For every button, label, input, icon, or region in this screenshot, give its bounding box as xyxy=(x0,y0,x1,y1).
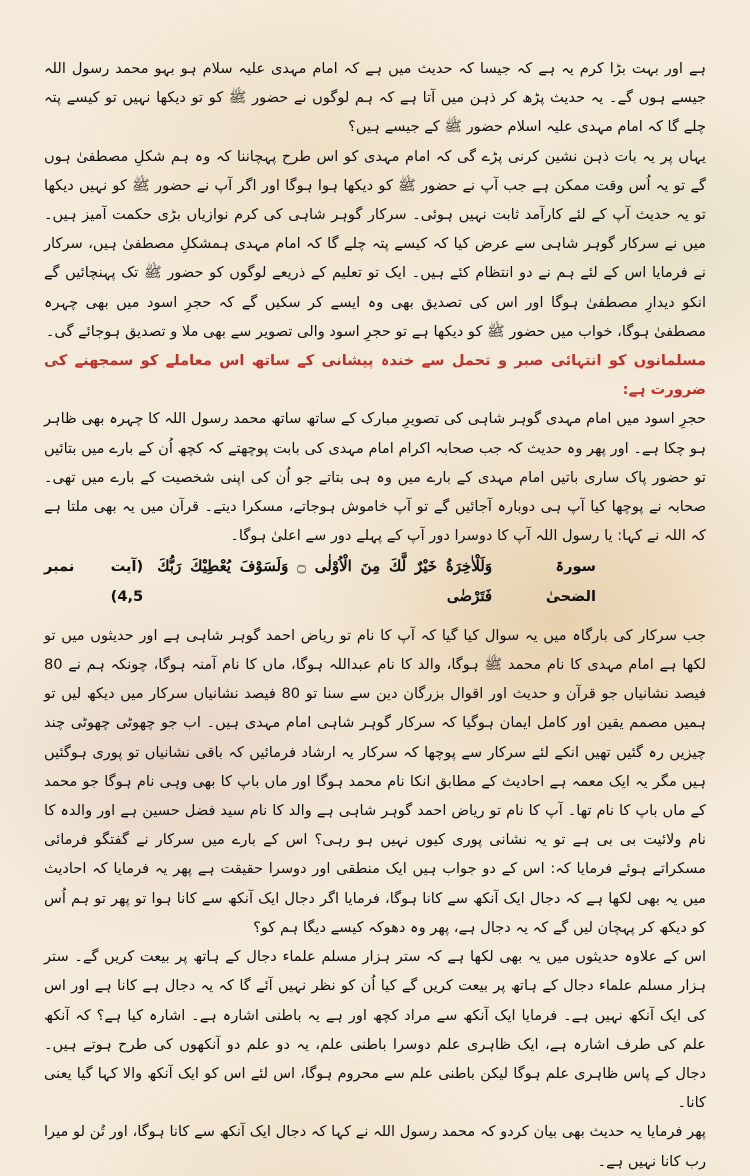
paragraph-4: جب سرکار کی بارگاہ میں یہ سوال کیا گیا کہ آپ کا نام تو ریاض احمد گوہر شاہی ہے اور حدیثوں میں تو لکھا ہے امام مہدی کا نام محمد ﷺ ہوگا، والد کا نام عبداللہ ہوگا، ماں کا نام آمنہ ہوگا، چونکہ ہم نے 80 فیصد نشانیاں جو قرآن و حدیث اور اقوال بزرگان دین سے سنا تو 80 فیصد نشانیاں سرکار میں دیکھ لیں تو ہمیں مصمم یقین اور کامل ایمان ہوگیا کہ سرکار گوہر شاہی امام مہدی ہیں۔ اب جو چھوٹی چھوٹی چند چیزیں رہ گئیں تھیں انکے لئے سرکار سے پوچھا کہ سرکار یہ ارشاد فرمائیں کہ باقی نشانیاں تو پوری ہوگئیں ہیں مگر یہ ایک معمہ ہے احادیث کے مطابق انکا نام محمد ہوگا اور ماں باپ کا بھی وہی نام ہوگا جو محمد کے ماں باپ کا نام تھا۔ آپ کا نام تو ریاض احمد گوہر شاہی ہے والد کا نام سید فضل حسین ہے اور والدہ کا نام ولائیت بی بی ہے تو یہ نشانی پوری کیوں نہیں ہو رہی؟ اس کے بارے میں سرکار نے گفتگو فرمائی مسکراتے ہوئے فرمایا کہ: اس کے دو جواب ہیں ایک منطقی اور دوسرا حقیقت ہے پھر یہ فرمایا کہ احادیث میں یہ بھی لکھا ہے کہ دجال ایک آنکھ سے کانا ہوگا، فرمایا اگر دجال ایک آنکھ سے کانا ہوا تو پھر تو ہم اُس کو دیکھ کر پہچان لیں گے کہ یہ دجال ہے، پھر وہ دھوکہ کیسے دیگا ہم کو؟ xyxy=(44,626,707,936)
paragraph-1: ہے اور بہت بڑا کرم یہ ہے کہ جیسا کہ حدیث میں ہے کہ امام مہدی علیہ سلام ہو بہو محمد رسول اللہ جیسے ہوں گے۔ یہ حدیث پڑھ کر ذہن میں آتا ہے کہ ہم لوگوں نے حضور ﷺ کو تو دیکھا نہیں تو کیسے پتہ چلے گا کہ امام مہدی علیہ اسلام حضور ﷺ کے جیسے ہیں؟ xyxy=(44,60,706,136)
article-body xyxy=(44,54,706,1176)
verse-part-2: وَلَسَوْفَ يُعْطِيْكَ رَبُّكَ فَتَرْضٰى xyxy=(157,557,493,605)
ayah-mark: ۝ xyxy=(297,557,306,576)
ayah-reference: (آیت نمبر 4,5) xyxy=(44,558,144,605)
verse-part-1: وَلَلْاٰخِرَةُ خَيْرٌ لَّكَ مِنَ الْاُوْلٰى xyxy=(314,557,493,576)
section-heading: مسلمانوں کو انتہائی صبر و تحمل سے خندہ پیشانی کے ساتھ اس معاملے کو سمجھنے کی ضرورت ہے: xyxy=(44,352,706,399)
paragraph-3: حجرِ اسود میں امام مہدی گوہر شاہی کی تصویرِ مبارک کے ساتھ ساتھ محمد رسول اللہ کا چہرہ بھی ظاہر ہو چکا ہے۔ اور پھر وہ حدیث کہ جب صحابہ اکرام امام مہدی کی بابت پوچھتے کہ کچھ اُن کے بارے میں بتائیں تو حضور پاک ساری باتیں امام مہدی کے بارے میں وہ ہی بتاتے جو اُن کی اپنی شخصیت کے بارے میں تھی۔ صحابہ نے پوچھا کیا آپ ہی دوبارہ آجائیں گے تو آپ خاموش ہوجاتے، مسکرا دیتے۔ قرآن میں یہ بھی ملتا ہے کہ اللہ نے کہا: یا رسول اللہ آپ کا دوسرا دور آپ کے پہلے دور سے اعلیٰ ہوگا۔ xyxy=(44,410,706,545)
paragraph-5: اس کے علاوہ حدیثوں میں یہ بھی لکھا ہے کہ ستر ہزار مسلم علماء دجال کے ہاتھ پر بیعت کریں گے۔ ستر ہزار مسلم علماء دجال کے ہاتھ پر بیعت کریں گے کیا اُن کو نظر نہیں آئے گا کہ یہ دجال ہے کانا ہے اور اس کی ایک آنکھ نہیں ہے۔ فرمایا ایک آنکھ سے مراد کچھ اور ہے یہ باطنی اشارہ ہے۔ اشارہ کیا ہے؟ کہ آنکھ علم کی طرف اشارہ ہے، ایک ظاہری علم دوسرا باطنی علم، یہ دو علم دو آنکھوں کی طرح ہوتے ہیں۔ دجال کے پاس ظاہری علم ہوگا لیکن باطنی علم سے محروم ہوگا، اس لئے اس کو ایک آنکھ والا کہا گیا یعنی کانا۔ xyxy=(44,948,706,1112)
paragraph-2: یہاں پر یہ بات ذہن نشین کرنی پڑے گی کہ امام مہدی کو اس طرح پہچاننا کہ وہ ہم شکلِ مصطفیٰ ہوں گے تو یہ اُس وقت ممکن ہے جب آپ نے حضور ﷺ کو دیکھا ہوا ہوگا اور اگر آپ نے حضور ﷺ کو نہیں دیکھا تو یہ حدیث آپ کے لئے کارآمد ثابت نہیں ہوئی۔ سرکار گوہر شاہی کی کرم نوازیاں بڑی حکمت آمیز ہیں۔ میں نے سرکار گوہر شاہی سے عرض کیا کہ کیسے پتہ چلے گا کہ امام مہدی ہمشکلِ مصطفیٰ ہیں، سرکار نے فرمایا اس کے لئے ہم نے دو انتظام کئے ہیں۔ ایک تو تعلیم کے ذریعے لوگوں کو حضور ﷺ تک پہنچائیں گے انکو دیدارِ مصطفیٰ ہوگا اور اس کی تصدیق بھی وہ ایسے کر سکیں گے کہ حجرِ اسود میں بھی چہرہ مصطفیٰ ہوگا، خواب میں حضور ﷺ کو دیکھا ہے تو حجرِ اسود والی تصویر سے بھی ملا و تصدیق ہوجائے گی۔ xyxy=(44,147,706,340)
surah-name: سورۃ الضحیٰ xyxy=(545,558,596,605)
verse-arabic xyxy=(157,552,492,610)
quran-verse xyxy=(44,552,706,610)
paragraph-6: پھر فرمایا یہ حدیث بھی بیان کردو کہ محمد رسول اللہ نے کہا کہ دجال ایک آنکھ سے کانا ہوگا، اور تُن لو میرا رب کانا نہیں ہے۔ xyxy=(44,1123,706,1170)
